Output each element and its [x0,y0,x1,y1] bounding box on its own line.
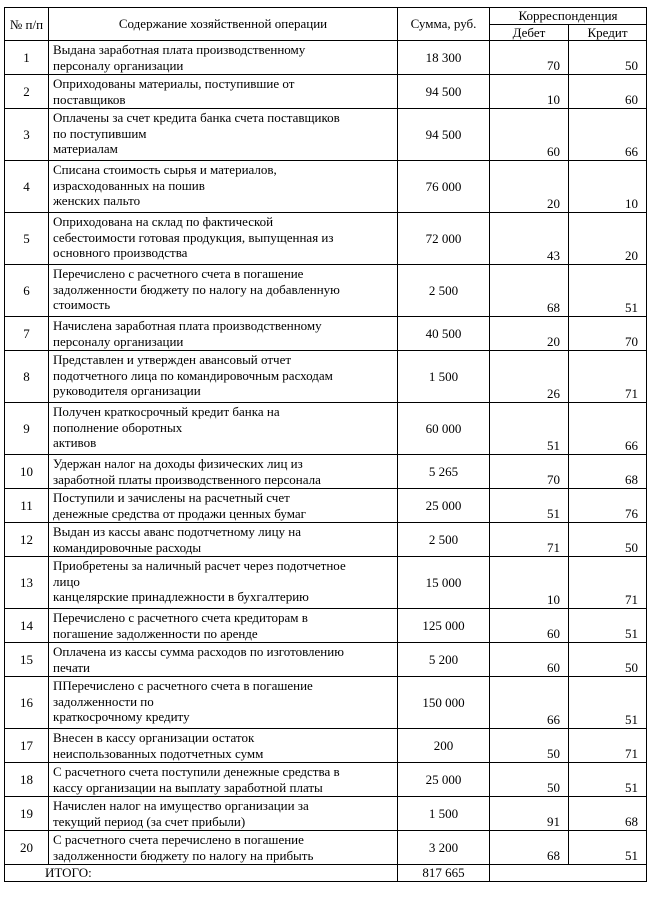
table-row [5,109,647,161]
operation-sum: 72 000 [398,213,490,265]
operation-sum: 1 500 [398,797,490,831]
row-number: 20 [5,831,49,865]
table-row [5,489,647,523]
operation-sum: 125 000 [398,609,490,643]
operation-description [49,797,398,831]
row-number: 18 [5,763,49,797]
table-row [5,403,647,455]
row-number: 19 [5,797,49,831]
description-line: активов [53,435,97,450]
operation-description [49,523,398,557]
operation-sum: 94 500 [398,75,490,109]
operation-description [49,489,398,523]
debit-account: 50 [490,763,569,797]
debit-account: 10 [490,557,569,609]
description-line: материалам [53,141,118,156]
credit-account: 51 [569,609,647,643]
description-line: командировочные расходы [53,539,202,555]
credit-account: 66 [569,109,647,161]
row-number: 17 [5,729,49,763]
debit-account: 70 [490,455,569,489]
credit-account: 51 [569,265,647,317]
row-number: 8 [5,351,49,403]
description-line: по поступившим [53,125,147,141]
table-row [5,831,647,865]
operation-description [49,557,398,609]
description-line: денежные средства от продажи ценных бумаг [53,505,306,521]
row-number: 4 [5,161,49,213]
operation-sum: 5 265 [398,455,490,489]
description-line: краткосрочному кредиту [53,709,190,724]
total-empty-cell [490,865,647,882]
credit-account: 71 [569,729,647,763]
description-line: печати [53,659,91,675]
credit-account: 50 [569,41,647,75]
table-row [5,161,647,213]
operation-sum: 25 000 [398,763,490,797]
description-line: Выдан из кассы аванс подотчетному лицу на [53,524,301,539]
operation-description [49,317,398,351]
operation-sum: 200 [398,729,490,763]
operation-sum: 25 000 [398,489,490,523]
description-line: Получен краткосрочный кредит банка на [53,404,280,419]
debit-account: 60 [490,109,569,161]
operation-sum: 1 500 [398,351,490,403]
credit-account: 20 [569,213,647,265]
operation-sum: 18 300 [398,41,490,75]
total-row [5,865,647,882]
row-number: 7 [5,317,49,351]
operation-description [49,161,398,213]
operation-description [49,729,398,763]
description-line: С расчетного счета поступили денежные средства в [53,764,340,779]
debit-account: 60 [490,643,569,677]
credit-account: 68 [569,455,647,489]
operation-sum: 60 000 [398,403,490,455]
description-line: Поступили и зачислены на расчетный счет [53,490,290,505]
operation-sum: 150 000 [398,677,490,729]
credit-account: 50 [569,643,647,677]
description-line: основного производства [53,245,188,260]
credit-account: 71 [569,557,647,609]
operations-table [4,7,647,882]
description-line: Удержан налог на доходы физических лиц из [53,456,303,471]
description-line: Выдана заработная плата производственному [53,42,306,57]
description-line: ППеречислено с расчетного счета в погашение [53,678,313,693]
description-line: Перечислено с расчетного счета кредиторам в [53,610,308,625]
col-header-credit: Кредит [569,24,647,41]
debit-account: 68 [490,831,569,865]
description-line: Приобретены за наличный расчет через подотчетное [53,558,346,573]
operation-description [49,351,398,403]
col-header-sum: Сумма, руб. [398,8,490,41]
row-number: 10 [5,455,49,489]
description-line: Представлен и утвержден авансовый отчет [53,352,292,367]
description-line: израсходованных на пошив [53,177,205,193]
table-row [5,317,647,351]
description-line: Перечислено с расчетного счета в погашение [53,266,304,281]
description-line: подотчетного лица по командировочным расходам [53,367,333,383]
debit-account: 91 [490,797,569,831]
description-line: Оприходована на склад по фактической [53,214,274,229]
col-header-debit: Дебет [490,24,569,41]
table-row [5,213,647,265]
row-number: 6 [5,265,49,317]
operation-sum: 94 500 [398,109,490,161]
description-line: руководителя организации [53,383,201,398]
debit-account: 68 [490,265,569,317]
table-row [5,557,647,609]
col-header-number: № п/п [5,8,49,41]
table-row [5,609,647,643]
description-line: женских пальто [53,193,141,208]
row-number: 13 [5,557,49,609]
credit-account: 51 [569,763,647,797]
debit-account: 26 [490,351,569,403]
debit-account: 50 [490,729,569,763]
credit-account: 71 [569,351,647,403]
description-line: задолженности по [53,693,154,709]
table-row [5,677,647,729]
col-header-content: Содержание хозяйственной операции [49,8,398,41]
description-line: персоналу организации [53,333,184,349]
row-number: 16 [5,677,49,729]
total-sum: 817 665 [398,865,490,882]
operation-sum: 5 200 [398,643,490,677]
credit-account: 66 [569,403,647,455]
table-row [5,41,647,75]
credit-account: 10 [569,161,647,213]
operation-description [49,213,398,265]
description-line: Начислена заработная плата производственному [53,318,322,333]
operation-sum: 2 500 [398,265,490,317]
row-number: 2 [5,75,49,109]
description-line: Внесен в кассу организации остаток [53,730,255,745]
credit-account: 68 [569,797,647,831]
description-line: Оприходованы материалы, поступившие от [53,76,295,91]
description-line: лицо [53,573,80,589]
credit-account: 60 [569,75,647,109]
operation-description [49,109,398,161]
description-line: персоналу организации [53,57,184,73]
table-row [5,351,647,403]
operation-description [49,763,398,797]
description-line: кассу организации на выплату заработной платы [53,779,323,795]
table-row [5,265,647,317]
operation-sum: 76 000 [398,161,490,213]
row-number: 15 [5,643,49,677]
operation-description [49,677,398,729]
operation-description [49,455,398,489]
operation-sum: 40 500 [398,317,490,351]
description-line: Оплачены за счет кредита банка счета поставщиков [53,110,340,125]
description-line: Оплачена из кассы сумма расходов по изготовлению [53,644,344,659]
description-line: С расчетного счета перечислено в погашение [53,832,304,847]
debit-account: 20 [490,317,569,351]
table-row [5,455,647,489]
debit-account: 51 [490,489,569,523]
operation-description [49,831,398,865]
debit-account: 10 [490,75,569,109]
debit-account: 51 [490,403,569,455]
operation-description [49,41,398,75]
description-line: задолженности бюджету по налогу на добавленную [53,281,340,297]
table-row [5,797,647,831]
row-number: 3 [5,109,49,161]
row-number: 14 [5,609,49,643]
row-number: 11 [5,489,49,523]
credit-account: 50 [569,523,647,557]
description-line: Начислен налог на имущество организации за [53,798,309,813]
credit-account: 51 [569,677,647,729]
operation-description [49,609,398,643]
debit-account: 60 [490,609,569,643]
description-line: себестоимости готовая продукция, выпущенная из [53,229,334,245]
description-line: погашение задолженности по аренде [53,625,258,641]
operation-sum: 2 500 [398,523,490,557]
credit-account: 51 [569,831,647,865]
description-line: неиспользованных подотчетных сумм [53,745,264,761]
operation-description [49,75,398,109]
table-row [5,763,647,797]
description-line: Списана стоимость сырья и материалов, [53,162,277,177]
debit-account: 66 [490,677,569,729]
description-line: поставщиков [53,91,126,107]
row-number: 1 [5,41,49,75]
debit-account: 20 [490,161,569,213]
operation-description [49,265,398,317]
credit-account: 76 [569,489,647,523]
operation-sum: 15 000 [398,557,490,609]
operation-sum: 3 200 [398,831,490,865]
row-number: 12 [5,523,49,557]
table-row [5,75,647,109]
debit-account: 71 [490,523,569,557]
description-line: текущий период (за счет прибыли) [53,813,246,829]
description-line: пополнение оборотных [53,419,183,435]
row-number: 5 [5,213,49,265]
description-line: стоимость [53,297,111,312]
col-header-correspondence: Корреспонденция [490,8,647,25]
credit-account: 70 [569,317,647,351]
operation-description [49,643,398,677]
total-label: ИТОГО: [5,865,398,882]
description-line: канцелярские принадлежности в бухгалтерию [53,589,309,604]
debit-account: 70 [490,41,569,75]
description-line: задолженности бюджету по налогу на прибыть [53,847,314,863]
table-row [5,729,647,763]
debit-account: 43 [490,213,569,265]
row-number: 9 [5,403,49,455]
table-row [5,523,647,557]
operation-description [49,403,398,455]
table-row [5,643,647,677]
description-line: заработной платы производственного персонала [53,471,321,487]
